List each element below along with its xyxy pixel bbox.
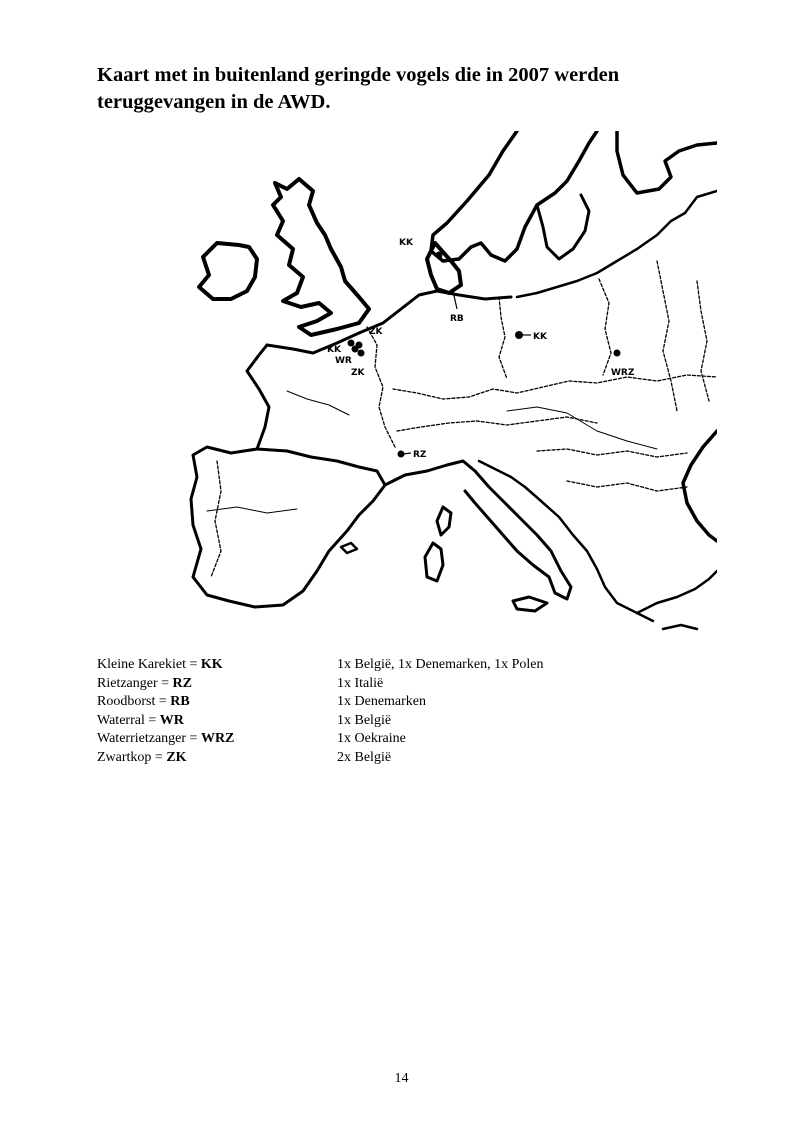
river-danube <box>507 407 657 449</box>
marker-label-rz: RZ <box>413 450 427 460</box>
legend-species-name: Waterral = <box>97 712 160 728</box>
map-drawing <box>97 131 717 635</box>
title-line-1: Kaart met in buitenland geringde vogels die in 2007 werden <box>97 64 620 86</box>
island-corsica <box>437 507 451 535</box>
page-title <box>97 62 737 116</box>
border-poland-east <box>599 279 611 375</box>
legend-row-kleine-karekiet <box>97 656 657 675</box>
border-germany-poland <box>499 297 507 379</box>
legend-recapture-count: 1x Italië <box>337 675 384 691</box>
legend-species-name: Waterrietzanger = <box>97 731 201 747</box>
legend-recapture-count: 1x België <box>337 712 392 728</box>
legend-species-name: Zwartkop = <box>97 749 167 765</box>
europe-map <box>97 131 717 635</box>
island-sicily <box>513 597 547 611</box>
border-france-germany <box>367 327 395 447</box>
legend-species-code: KK <box>200 657 223 672</box>
marker-label-kk-denmark: KK <box>399 238 413 248</box>
border-balkan <box>537 449 687 457</box>
species-legend <box>97 656 657 768</box>
coast-france-west <box>247 345 269 449</box>
coast-north-continent <box>267 291 511 353</box>
legend-recapture-count: 1x Oekraine <box>337 731 406 747</box>
marker-label-zk-2: ZK <box>351 368 365 378</box>
border-east <box>657 261 677 411</box>
title-line-2: teruggevangen in de AWD. <box>97 91 331 113</box>
coast-finland <box>617 131 717 193</box>
island-crete <box>663 625 697 629</box>
coast-iberia <box>191 447 385 607</box>
border-east-2 <box>697 281 709 401</box>
marker-dot-kk-denmark <box>436 252 442 258</box>
coast-black-sea <box>683 431 717 541</box>
coast-great-britain <box>273 179 369 335</box>
legend-species-code: WR <box>159 712 184 728</box>
legend-species-name: Roodborst = <box>97 694 171 710</box>
marker-label-wr: WR <box>335 356 352 366</box>
river-france <box>287 391 349 415</box>
river-spain <box>207 507 297 513</box>
map-markers <box>327 238 635 460</box>
legend-recapture-count: 1x België, 1x Denemarken, 1x Polen <box>337 657 544 672</box>
legend-species-name: Rietzanger = <box>97 675 173 691</box>
legend-recapture-count: 2x België <box>337 749 392 765</box>
marker-label-zk-1: ZK <box>369 327 383 337</box>
marker-label-kk-poland: KK <box>533 332 547 342</box>
coast-denmark <box>427 243 461 293</box>
border-balkan-2 <box>567 481 687 491</box>
legend-species-code: ZK <box>166 749 187 765</box>
island-balearic <box>341 543 357 553</box>
border-alps <box>397 417 597 431</box>
marker-label-rb: RB <box>450 314 464 324</box>
legend-row-waterral <box>97 712 657 731</box>
border-central <box>393 375 717 399</box>
island-sardinia <box>425 543 443 581</box>
legend-row-waterrietzanger <box>97 730 657 749</box>
legend-species-code: WRZ <box>200 731 235 747</box>
legend-species-code: RZ <box>172 675 192 691</box>
coast-sweden <box>537 195 589 259</box>
coast-greece <box>637 571 717 613</box>
marker-dot-kk-belgium <box>348 340 354 346</box>
legend-row-roodborst <box>97 693 657 712</box>
legend-row-rietzanger <box>97 675 657 694</box>
border-spain-portugal <box>211 461 221 577</box>
coast-ireland <box>199 243 257 299</box>
legend-species-name: Kleine Karekiet = <box>97 657 201 672</box>
legend-row-zwartkop <box>97 749 657 768</box>
marker-label-kk-belgium: KK <box>327 345 341 355</box>
marker-dot-zk-2 <box>358 350 364 356</box>
page-number: 14 <box>394 1071 409 1086</box>
marker-label-wrz: WRZ <box>611 368 635 378</box>
legend-recapture-count: 1x Denemarken <box>337 694 427 710</box>
coast-norway <box>431 131 597 261</box>
coast-italy <box>385 461 571 599</box>
marker-dot-wrz <box>614 350 620 356</box>
legend-species-code: RB <box>170 694 190 710</box>
marker-dot-wr <box>352 346 358 352</box>
